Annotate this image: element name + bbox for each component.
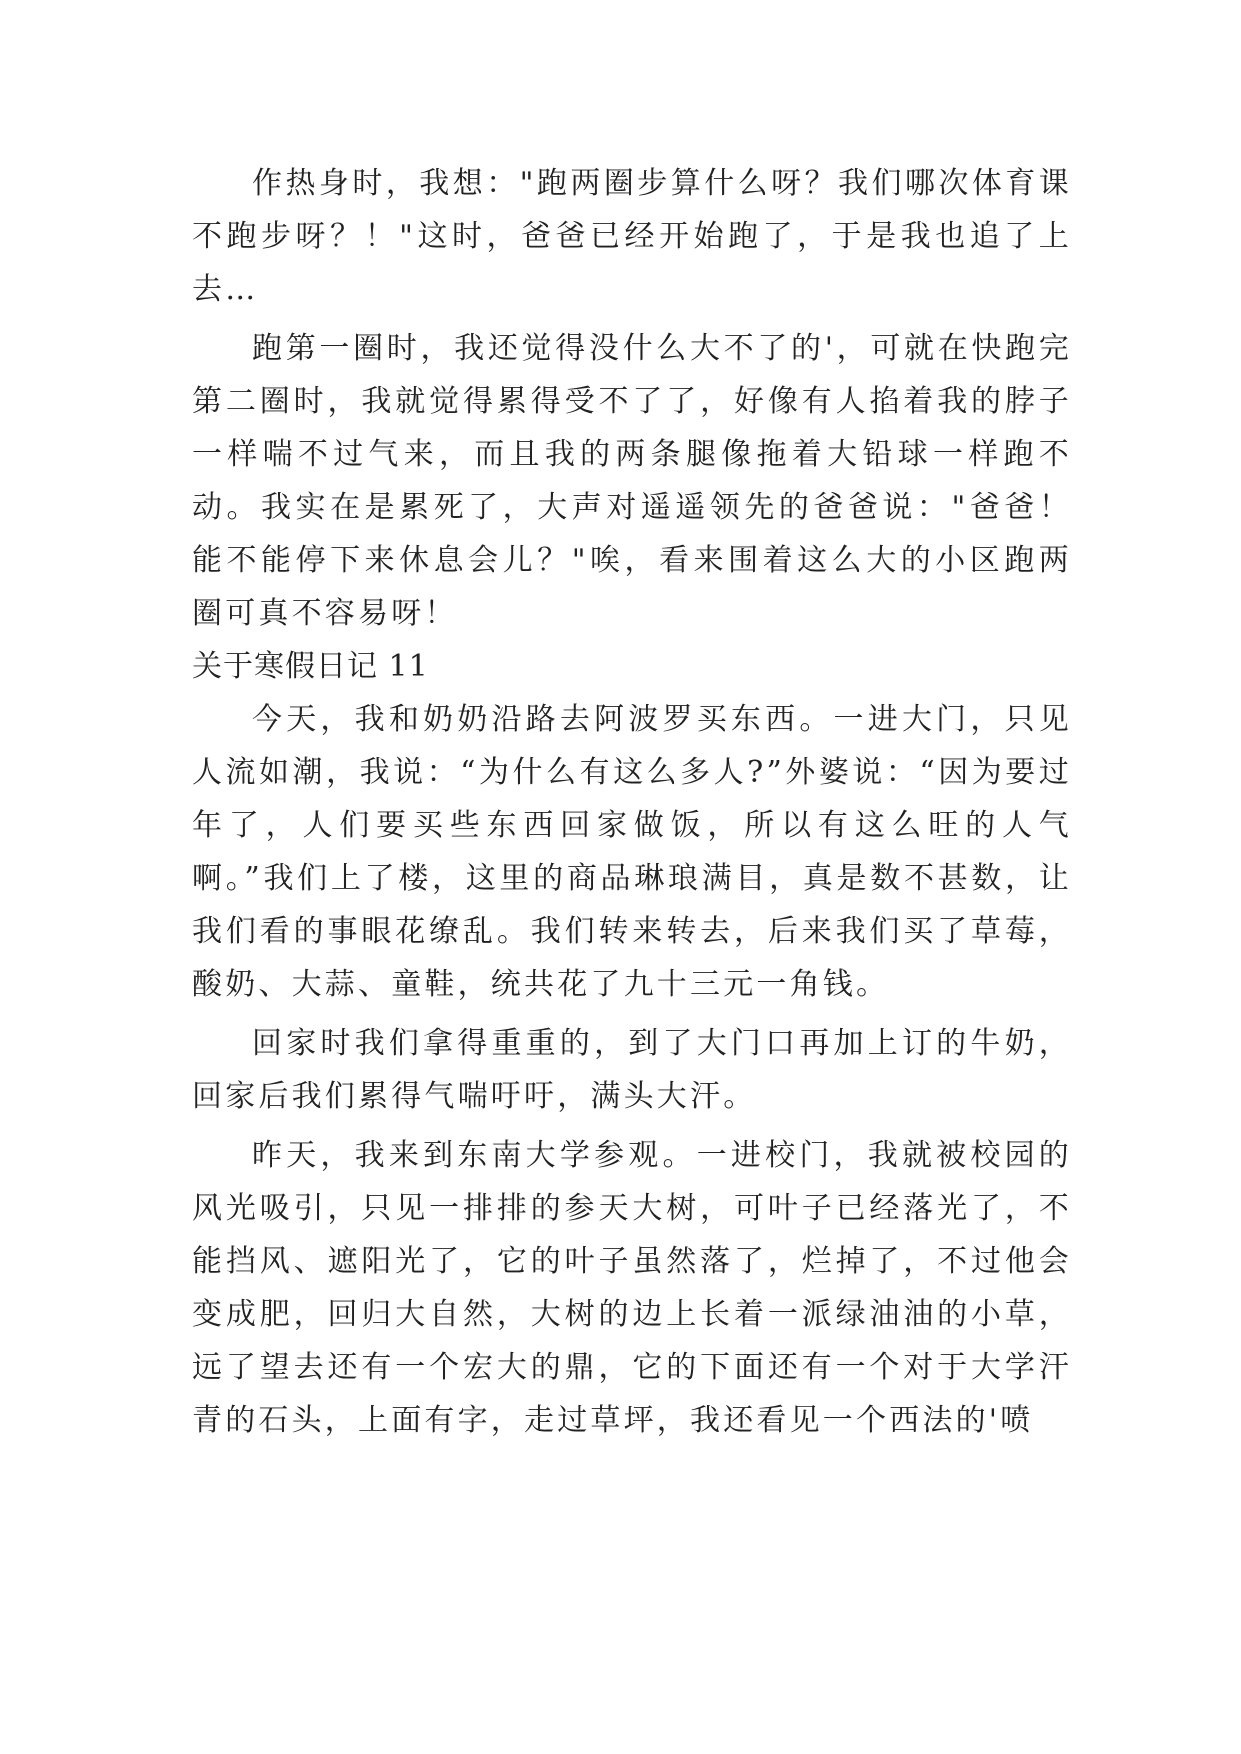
- document-body: [192, 157, 1072, 1447]
- paragraph-warmup: 作热身时，我想："跑两圈步算什么呀？我们哪次体育课不跑步呀？！"这时，爸爸已经开始跑了，于是我也追了上去…: [192, 166, 1072, 307]
- paragraph-running: 跑第一圈时，我还觉得没什么大不了的'，可就在快跑完第二圈时，我就觉得累得受不了了，好像有人掐着我的脖子一样喘不过气来，而且我的两条腿像拖着大铅球一样跑不动。我实在是累死了，大声对遥遥领先的爸爸说："爸爸！能不能停下来休息会儿？"唉，看来围着这么大的小区跑两圈可真不容易呀！: [192, 331, 1072, 631]
- paragraph-university-visit: 昨天，我来到东南大学参观。一进校门，我就被校园的风光吸引，只见一排排的参天大树，可叶子已经落光了，不能挡风、遮阳光了，它的叶子虽然落了，烂掉了，不过他会变成肥，回归大自然，大树的边上长着一派绿油油的小草，远了望去还有一个宏大的鼎，它的下面还有一个对于大学汗青的石头，上面有字，走过草坪，我还看见一个西法的'喷: [192, 1138, 1072, 1438]
- section-title: 关于寒假日记 11: [192, 649, 429, 684]
- paragraph-shopping: 今天，我和奶奶沿路去阿波罗买东西。一进大门，只见人流如潮，我说：“为什么有这么多人?”外婆说：“因为要过年了，人们要买些东西回家做饭，所以有这么旺的人气啊。”我们上了楼，这里的商品琳琅满目，真是数不甚数，让我们看的事眼花缭乱。我们转来转去，后来我们买了草莓，酸奶、大蒜、童鞋，统共花了九十三元一角钱。: [192, 702, 1072, 1002]
- paragraph-going-home: 回家时我们拿得重重的，到了大门口再加上订的牛奶，回家后我们累得气喘吁吁，满头大汗。: [192, 1026, 1072, 1114]
